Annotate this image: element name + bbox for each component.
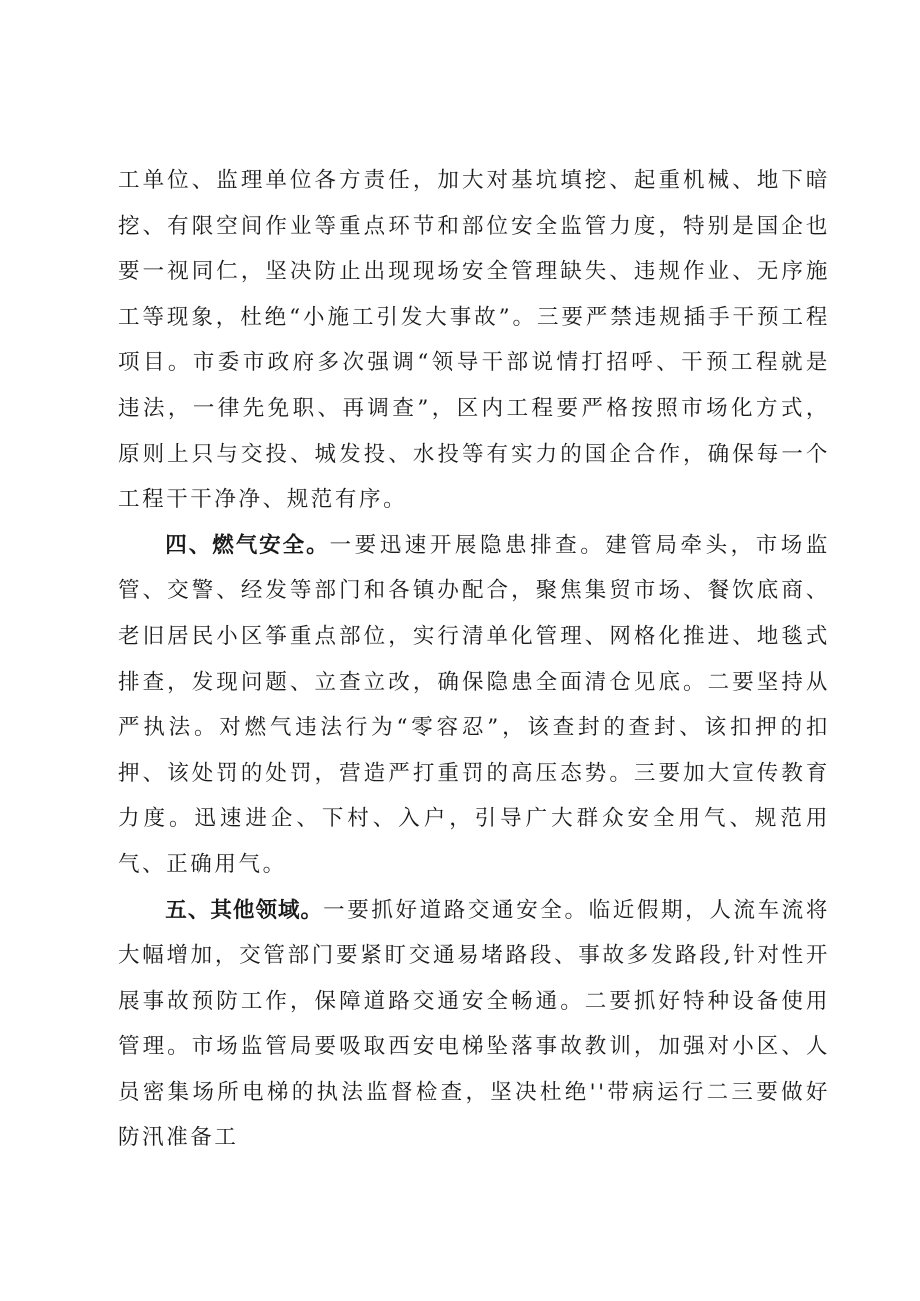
section-heading-other-fields: 五、其他领域。 (165, 897, 324, 923)
paragraph-text: 工单位、监理单位各方责任，加大对基坑填挖、起重机械、地下暗挖、有限空间作业等重点环节和部位安全监管力度，特别是国企也要一视同仁，坚决防止出现现场安全管理缺失、违规作业、无序施工等现象，杜绝“小施工引发大事故”。三要严禁违规插手干预工程项目。市委市政府多次强调“领导干部说情打招呼、干预工程就是违法，一律先免职、再调查”，区内工程要严格按照市场化方式，原则上只与交投、城发投、水投等有实力的国企合作，确保每一个工程干干净净、规范有序。 (118, 168, 830, 513)
paragraph-text: 一要迅速开展隐患排查。建管局牵头，市场监管、交警、经发等部门和各镇办配合，聚焦集贸市场、餐饮底商、老旧居民小区筝重点部位，实行清单化管理、网格化推进、地毯式排查，发现问题、立查立改，确保隐患全面清仓见底。二要坚持从严执法。对燃气违法行为“零容忍”，该查封的查封、该扣押的扣押、该处罚的处罚，营造严打重罚的高压态势。三要加大宣传教育力度。迅速进企、下村、入户，引导广大群众安全用气、规范用气、正确用气。 (118, 532, 830, 877)
section-heading-gas-safety: 四、燃气安全。 (165, 532, 330, 558)
document-body (118, 158, 830, 1161)
paragraph-gas-safety (118, 523, 830, 888)
paragraph-construction-safety (118, 158, 830, 523)
paragraph-other-fields (118, 888, 830, 1162)
paragraph-text: 一要抓好道路交通安全。临近假期，人流车流将大幅增加，交管部门要紧盯交通易堵路段、事故多发路段,针对性开展事故预防工作，保障道路交通安全畅通。二要抓好特种设备使用管理。市场监管局要吸取西安电梯坠落事故教训，加强对小区、人员密集场所电梯的执法监督检查，坚决杜绝''带病运行二三要做好防汛准备工 (118, 897, 830, 1151)
